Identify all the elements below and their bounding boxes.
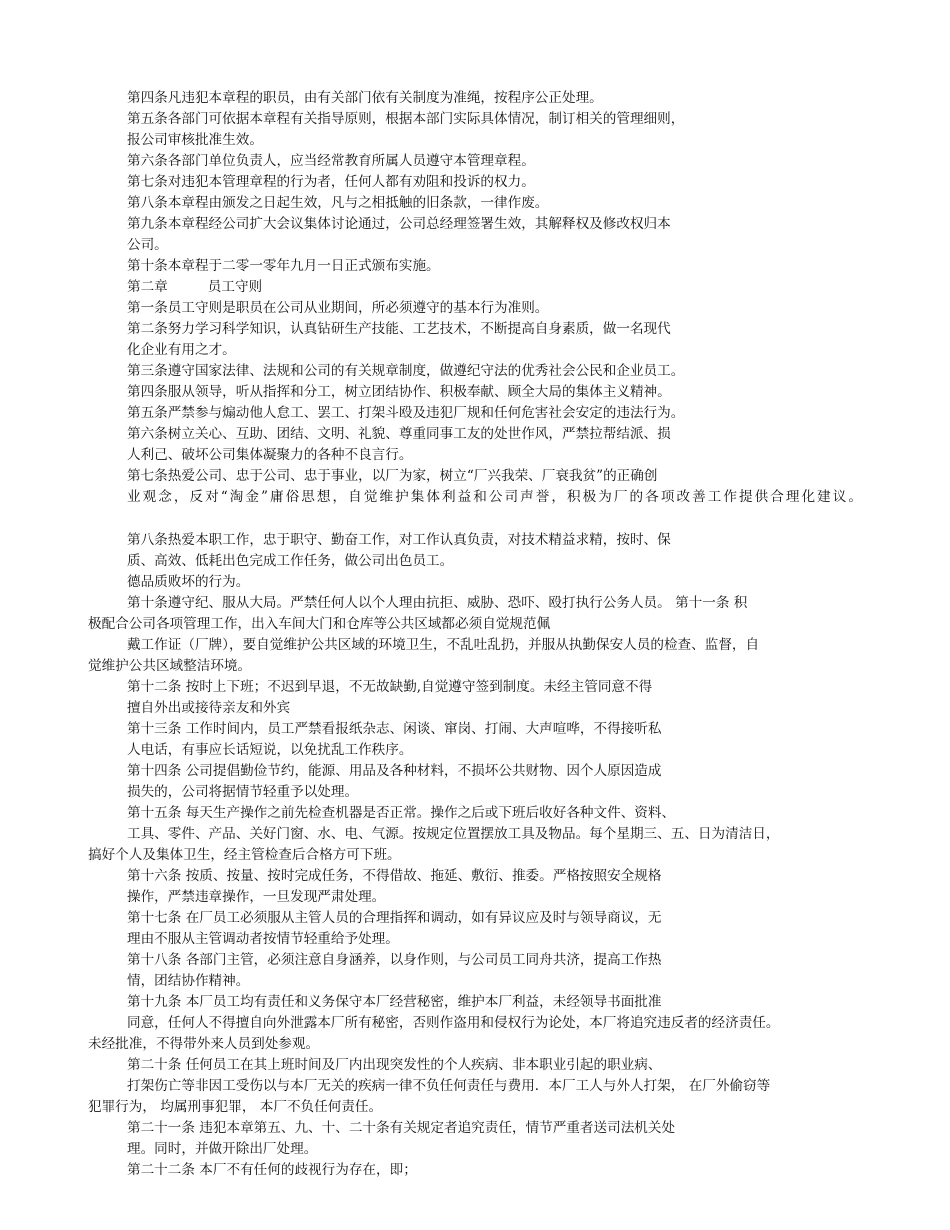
text-line: 第四条凡违犯本章程的职员，由有关部门依有关制度为准绳，按程序公正处理。: [127, 90, 603, 106]
text-line: 第五条严禁参与煽动他人怠工、罢工、打架斗殴及违犯厂规和任何危害社会安定的违法行为。: [127, 405, 685, 421]
text-line: 工具、零件、产品、关好门窗、水、电、气源。按规定位置摆放工具及物品。每个星期三、五、日为清洁日，: [127, 826, 780, 842]
text-line: 情，团结协作精神。: [127, 973, 250, 989]
text-line: 第六条树立关心、互助、团结、文明、礼貌、尊重同事工友的处世作风，严禁拉帮结派、损: [127, 426, 671, 442]
chapter-title: 员工守则: [207, 279, 263, 295]
text-line: 第四条服从领导，听从指挥和分工，树立团结协作、积极奉献、顾全大局的集体主义精神。: [127, 384, 671, 400]
text-line: 第七条对违犯本管理章程的行为者，任何人都有劝阻和投诉的权力。: [127, 174, 535, 190]
text-line: 同意，任何人不得擅自向外泄露本厂所有秘密，否则作盗用和侵权行为论处，本厂将追究违反者的经济责任。: [127, 1015, 780, 1031]
chapter-heading: [127, 277, 262, 297]
text-line: 第十六条 按质、按量、按时完成任务，不得借故、拖延、敷衍、推委。严格按照安全规格: [127, 868, 662, 884]
text-line: 戴工作证（厂牌），要自觉维护公共区域的环境卫生，不乱吐乱扔，并服从执勤保安人员的检查、监督，自: [127, 637, 760, 653]
text-line: 觉维护公共区域整洁环境。: [88, 658, 252, 674]
text-line: 损失的，公司将据情节轻重予以处理。: [127, 784, 359, 800]
text-line: 第八条本章程由颁发之日起生效，凡与之相抵触的旧条款，一律作废。: [127, 195, 549, 211]
text-line: 第十三条 工作时间内，员工严禁看报纸杂志、闲谈、窜岗、打闹、大声喧哗，不得接听私: [127, 721, 662, 737]
chapter-number: 第二章: [127, 279, 168, 295]
text-line: 第十条本章程于二零一零年九月一日正式颁布实施。: [127, 258, 440, 274]
text-line: 化企业有用之才。: [127, 342, 236, 358]
text-line: 第七条热爱公司、忠于公司、忠于事业，以厂为家，树立“厂兴我荣、厂衰我贫”的正确创: [127, 468, 658, 484]
text-line: 人利己、破坏公司集体凝聚力的各种不良言行。: [127, 447, 413, 463]
text-line: 人电话，有事应长话短说，以免扰乱工作秩序。: [127, 742, 413, 758]
text-line: 第六条各部门单位负责人，应当经常教育所属人员遵守本管理章程。: [127, 153, 535, 169]
text-line: 第二十二条 本厂不有任何的歧视行为存在，即；: [127, 1162, 417, 1178]
text-line: 第一条员工守则是职员在公司从业期间，所必须遵守的基本行为准则。: [127, 300, 549, 316]
text-line: 公司。: [127, 237, 168, 253]
text-line: 第十四条 公司提倡勤俭节约，能源、用品及各种材料，不损坏公共财物、因个人原因造成: [127, 763, 662, 779]
text-line: 第二条努力学习科学知识，认真钻研生产技能、工艺技术，不断提高自身素质，做一名现代: [127, 321, 671, 337]
text-line: 第八条热爱本职工作，忠于职守、勤奋工作，对工作认真负责，对技术精益求精，按时、保: [127, 532, 671, 548]
text-line: 第十条遵守纪、服从大局。严禁任何人以个人理由抗拒、威胁、恐吓、殴打执行公务人员。 第十一条 积: [127, 595, 748, 611]
text-line: 第二十条 任何员工在其上班时间及厂内出现突发性的个人疾病、非本职业引起的职业病、: [127, 1057, 662, 1073]
text-line: 业观念，反对“淘金”庸俗思想，自觉维护集体利益和公司声誉，积极为厂的各项改善工作提供合理化建议。: [127, 489, 862, 505]
text-line: 第十八条 各部门主管，必须注意自身涵养，以身作则，与公司员工同舟共济，提高工作热: [127, 952, 662, 968]
text-line: 犯罪行为， 均属刑事犯罪， 本厂不负任何责任。: [88, 1099, 383, 1115]
text-line: 报公司审核批准生效。: [127, 132, 263, 148]
text-line: 第十二条 按时上下班；不迟到早退，不无故缺勤,自觉遵守签到制度。未经主管同意不得: [127, 679, 653, 695]
text-line: 打架伤亡等非因工受伤以与本厂无关的疾病一律不负任何责任与费用．本厂工人与外人打架， 在厂外偷窃等: [127, 1078, 771, 1094]
text-line: 第十九条 本厂员工均有责任和义务保守本厂经营秘密，维护本厂利益，未经领导书面批准: [127, 994, 662, 1010]
text-line: 第十七条 在厂员工必须服从主管人员的合理指挥和调动，如有异议应及时与领导商议，无: [127, 910, 662, 926]
text-line: 德品质败坏的行为。: [127, 574, 250, 590]
text-line: 搞好个人及集体卫生，经主管检查后合格方可下班。: [88, 847, 401, 863]
text-line: 擅自外出或接待亲友和外宾: [127, 700, 291, 716]
text-line: 第二十一条 违犯本章第五、九、十、二十条有关规定者追究责任，情节严重者送司法机关处: [127, 1120, 676, 1136]
text-line: 质、高效、低耗出色完成工作任务，做公司出色员工。: [127, 553, 454, 569]
text-line: 理。同时，并做开除出厂处理。: [127, 1141, 318, 1157]
text-line: 第九条本章程经公司扩大会议集体讨论通过，公司总经理签署生效，其解释权及修改权归本: [127, 216, 671, 232]
text-line: 第五条各部门可依据本章程有关指导原则，根据本部门实际具体情况，制订相关的管理细则，: [127, 111, 685, 127]
text-line: 第十五条 每天生产操作之前先检查机器是否正常。操作之后或下班后收好各种文件、资料、: [127, 805, 676, 821]
text-line: 未经批准，不得带外来人员到处参观。: [88, 1036, 320, 1052]
text-line: 理由不服从主管调动者按情节轻重给予处理。: [127, 931, 399, 947]
text-line: 第三条遵守国家法律、法规和公司的有关规章制度，做遵纪守法的优秀社会公民和企业员工。: [127, 363, 685, 379]
text-line: 操作，严禁违章操作，一旦发现严肃处理。: [127, 889, 386, 905]
text-line: 极配合公司各项管理工作，出入车间大门和仓库等公共区域都必须自觉规范佩: [88, 616, 551, 632]
